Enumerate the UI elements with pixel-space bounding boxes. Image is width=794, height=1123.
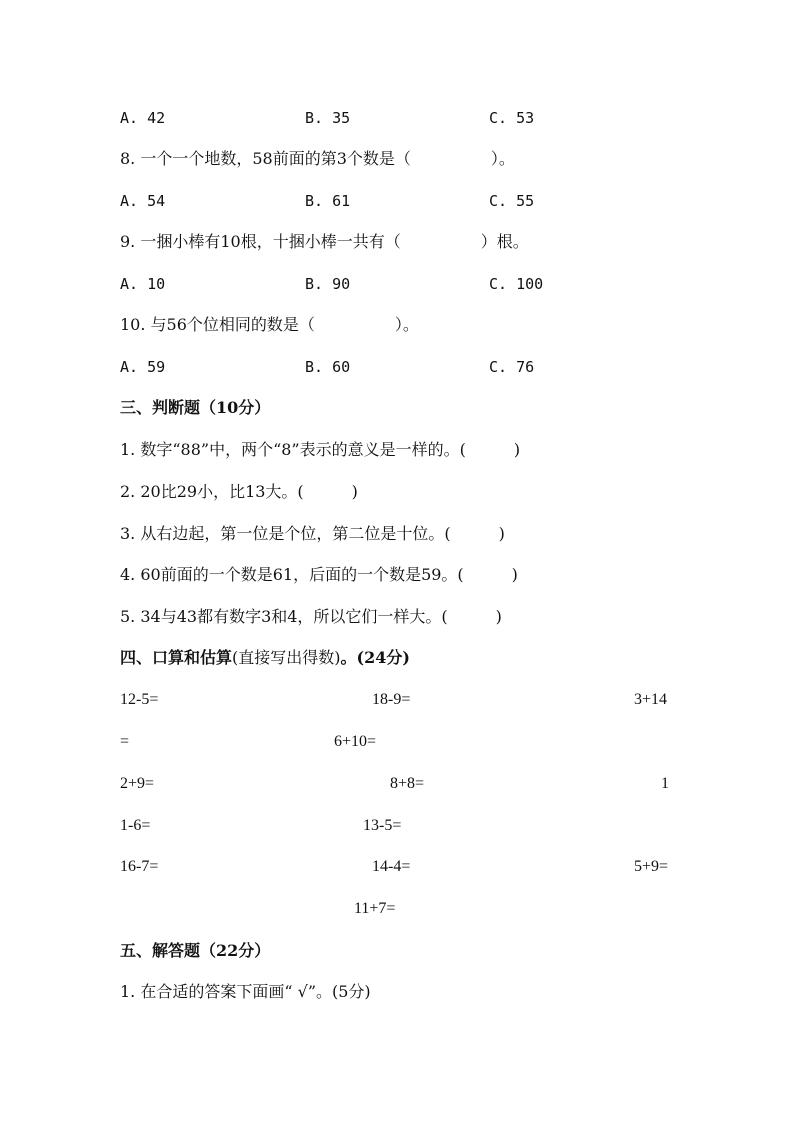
q10-option-c: C. 76 bbox=[489, 358, 535, 376]
calc-item: = bbox=[120, 733, 130, 750]
q8-stem: 8. 一个一个地数，58前面的第3个数是（ ）。 bbox=[120, 149, 515, 168]
calc-item: 2+9= bbox=[120, 775, 155, 792]
q8-option-a: A. 54 bbox=[120, 192, 166, 210]
judge-item-2: 2. 20比29小，比13大。( ) bbox=[120, 482, 358, 501]
judge-item-4: 4. 60前面的一个数是61，后面的一个数是59。( ) bbox=[120, 565, 518, 584]
q8-option-c: C. 55 bbox=[489, 192, 535, 210]
q7-option-a: A. 42 bbox=[120, 109, 166, 127]
judge-item-1: 1. 数字“88”中，两个“8”表示的意义是一样的。( ) bbox=[120, 440, 521, 459]
q9-option-a: A. 10 bbox=[120, 275, 166, 293]
q10-option-a: A. 59 bbox=[120, 358, 166, 376]
calc-item: 18-9= bbox=[372, 691, 411, 708]
q9-stem: 9. 一捆小棒有10根，十捆小棒一共有（ ）根。 bbox=[120, 232, 529, 251]
q10-option-b: B. 60 bbox=[305, 358, 351, 376]
section4-title-score: 。(24分) bbox=[340, 648, 410, 667]
answer-item-1 bbox=[120, 982, 371, 1002]
q8-option-b: B. 61 bbox=[305, 192, 351, 210]
section3-title: 三、判断题（10分） bbox=[120, 398, 271, 417]
calc-item: 11+7= bbox=[354, 900, 396, 917]
section5-title: 五、解答题（22分） bbox=[120, 941, 271, 960]
section4-title-note: (直接写出得数) bbox=[232, 648, 341, 667]
q9-option-b: B. 90 bbox=[305, 275, 351, 293]
judge-item-5: 5. 34与43都有数字3和4，所以它们一样大。( ) bbox=[120, 607, 502, 626]
calc-item: 1-6= bbox=[120, 817, 151, 834]
q7-option-b: B. 35 bbox=[305, 109, 351, 127]
q10-stem: 10. 与56个位相同的数是（ ）。 bbox=[120, 315, 419, 334]
calc-item: 5+9= bbox=[634, 858, 669, 875]
calc-item: 6+10= bbox=[334, 733, 377, 750]
section4-title-main: 四、口算和估算 bbox=[120, 648, 233, 667]
calc-item: 12-5= bbox=[120, 691, 159, 708]
judge-item-3: 3. 从右边起，第一位是个位，第二位是十位。( ) bbox=[120, 524, 505, 543]
section4-title bbox=[120, 648, 410, 668]
calc-item: 14-4= bbox=[372, 858, 411, 875]
q9-option-c: C. 100 bbox=[489, 275, 544, 293]
q7-option-c: C. 53 bbox=[489, 109, 535, 127]
calc-item: 16-7= bbox=[120, 858, 159, 875]
answer-item-1-text: 1. 在合适的答案下面画“ √”。(5分) bbox=[120, 982, 371, 1001]
calc-item: 1 bbox=[661, 775, 669, 792]
calc-item: 3+14 bbox=[634, 691, 668, 708]
calc-item: 13-5= bbox=[363, 817, 402, 834]
calc-item: 8+8= bbox=[390, 775, 425, 792]
